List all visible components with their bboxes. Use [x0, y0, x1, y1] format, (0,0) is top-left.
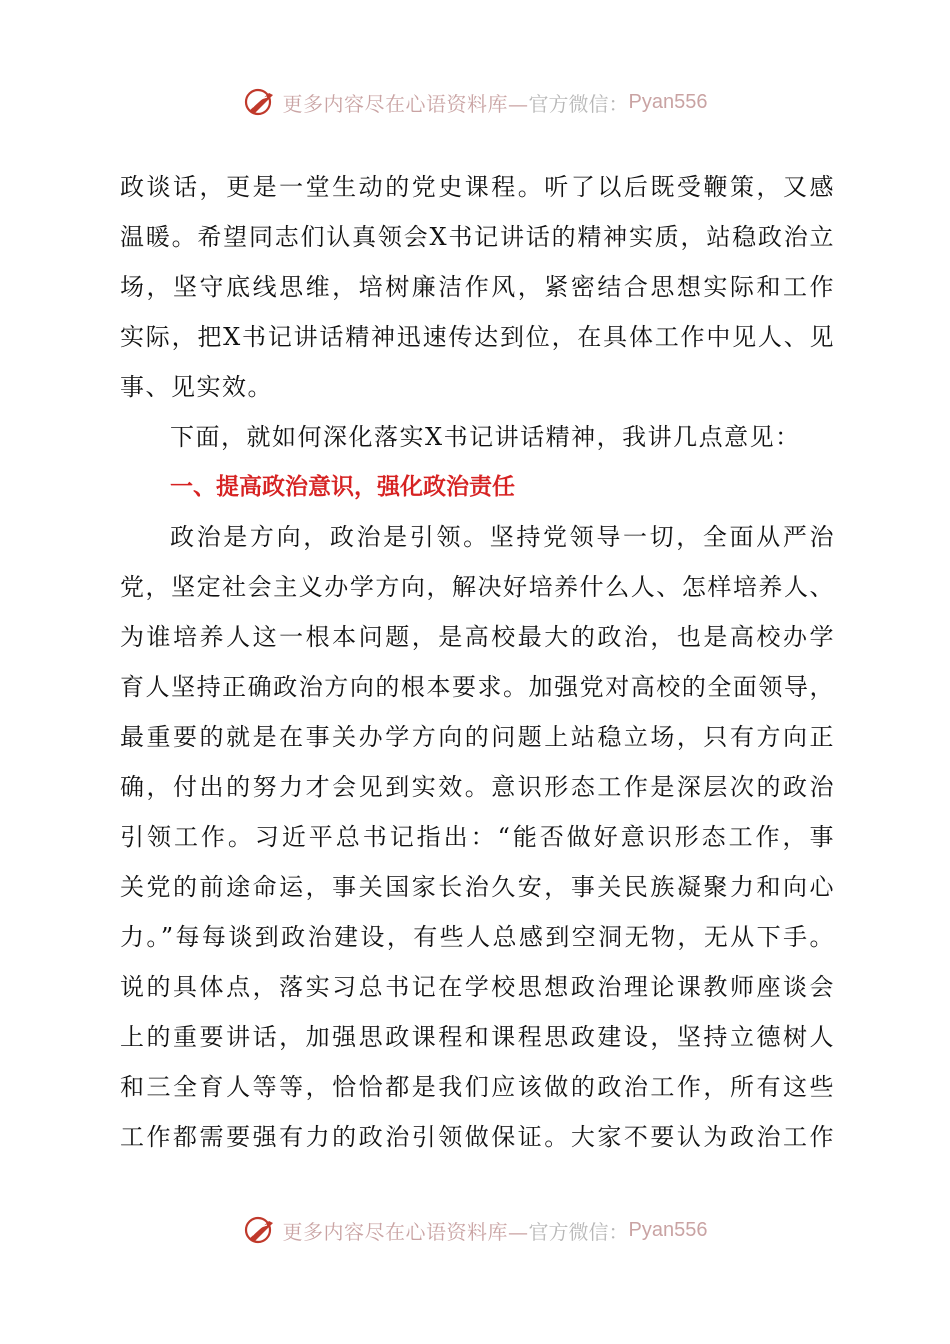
body-line: 场，坚守底线思维，培树廉洁作风，紧密结合思想实际和工作 — [120, 273, 835, 301]
body-line: 下面，就如何深化落实X书记讲话精神，我讲几点意见： — [170, 423, 801, 451]
body-line: 党，坚定社会主义办学方向，解决好培养什么人、怎样培养人、 — [120, 573, 835, 601]
body-line: 引领工作。习近平总书记指出：“能否做好意识形态工作，事 — [120, 823, 835, 851]
body-line: 说的具体点，落实习总书记在学校思想政治理论课教师座谈会 — [120, 973, 835, 1001]
body-line: 育人坚持正确政治方向的根本要求。加强党对高校的全面领导， — [120, 673, 835, 701]
body-line: 上的重要讲话，加强思政课程和课程思政建设，坚持立德树人 — [120, 1023, 835, 1051]
banner-wechat-label: 官方微信： — [528, 1219, 629, 1244]
body-line: 最重要的就是在事关办学方向的问题上站稳立场，只有方向正 — [120, 723, 835, 751]
body-line: 关党的前途命运，事关国家长治久安，事关民族凝聚力和向心 — [120, 873, 835, 901]
banner-wechat-label: 官方微信： — [528, 91, 629, 116]
body-line: 工作都需要强有力的政治引领做保证。大家不要认为政治工作 — [120, 1123, 835, 1151]
body-line: 政谈话，更是一堂生动的党史课程。听了以后既受鞭策，又感 — [120, 173, 835, 201]
pen-circle-logo-icon — [243, 1213, 277, 1247]
body-line: 为谁培养人这一根本问题，是高校最大的政治，也是高校办学 — [120, 623, 835, 651]
header-watermark-banner — [0, 82, 950, 122]
banner-wechat-id: Pyan556 — [628, 90, 708, 113]
document-body — [120, 162, 835, 1162]
section-heading: 一、提高政治意识，强化政治责任 — [170, 474, 515, 500]
body-line: 和三全育人等等，恰恰都是我们应该做的政治工作，所有这些 — [120, 1073, 835, 1101]
body-line: 实际，把X书记讲话精神迅速传达到位，在具体工作中见人、见 — [120, 323, 835, 351]
body-line: 事、见实效。 — [120, 373, 273, 401]
footer-watermark-banner — [0, 1210, 950, 1250]
banner-text: 更多内容尽在心语资料库— — [282, 1219, 529, 1244]
body-line: 温暖。希望同志们认真领会X书记讲话的精神实质，站稳政治立 — [120, 223, 835, 251]
banner-text: 更多内容尽在心语资料库— — [282, 91, 529, 116]
body-line: 力。”每每谈到政治建设，有些人总感到空洞无物，无从下手。 — [120, 923, 835, 951]
banner-wechat-id: Pyan556 — [628, 1218, 708, 1241]
body-line: 确，付出的努力才会见到实效。意识形态工作是深层次的政治 — [120, 773, 835, 801]
pen-circle-logo-icon — [243, 85, 277, 119]
body-line: 政治是方向，政治是引领。坚持党领导一切，全面从严治 — [170, 523, 835, 551]
